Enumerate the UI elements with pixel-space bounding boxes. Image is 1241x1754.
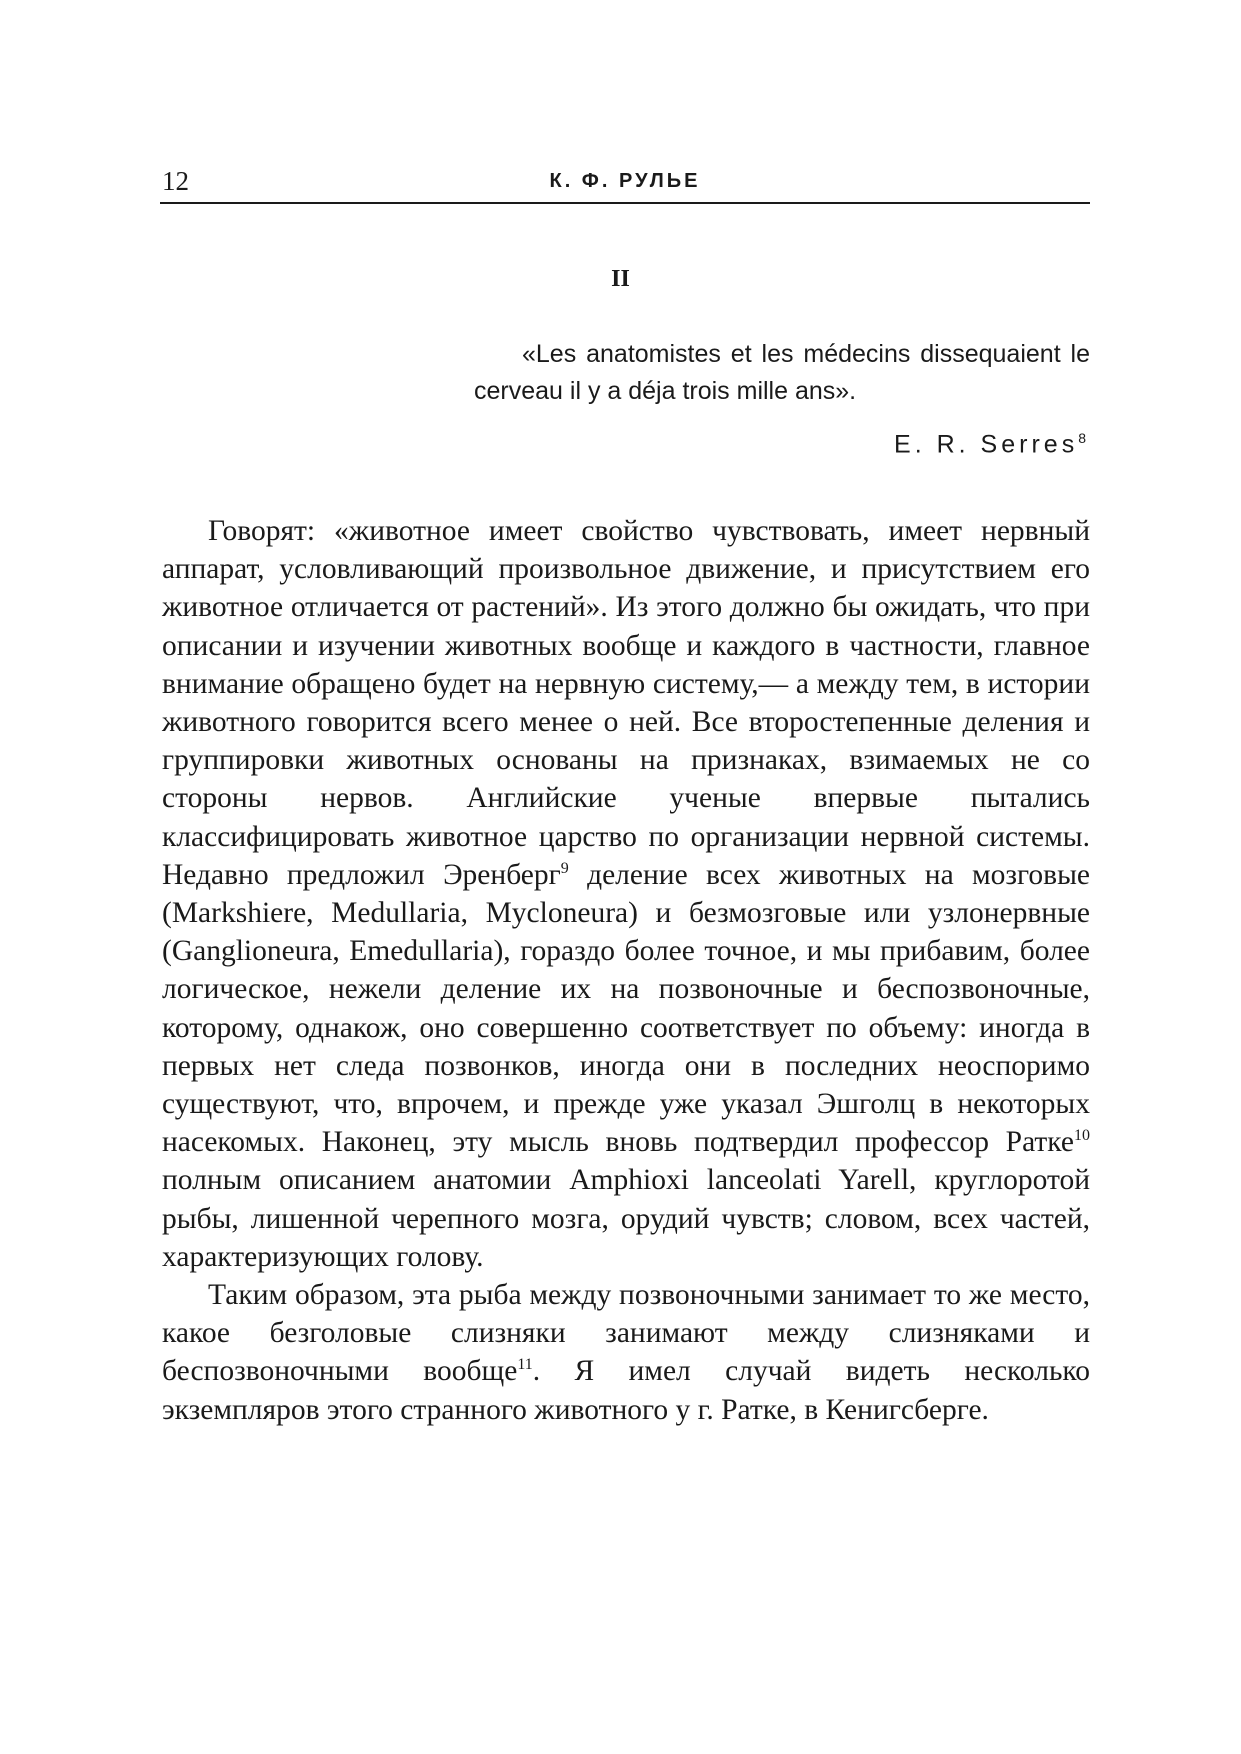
section-numeral: II (611, 266, 630, 292)
epigraph-quote: «Les anatomistes et les médecins dissequaient le cerveau il y a déja trois mille ans». (474, 340, 1090, 405)
paragraph-1-part-3: полным описанием анатомии Amphioxi lanceolati Yarell, круглоротой рыбы, лишенной черепного мозга, орудий чувств; словом, всех частей, характеризующих голову. (162, 1164, 1090, 1273)
footnote-ref: 9 (560, 860, 569, 877)
running-head (160, 160, 1090, 204)
page-number: 12 (162, 166, 189, 196)
epigraph-attribution (894, 430, 1086, 459)
body-text (162, 512, 1090, 1429)
running-title: К. Ф. РУЛЬЕ (549, 170, 701, 192)
epigraph-author: E. R. Serres (894, 430, 1079, 459)
header-rule (160, 202, 1090, 204)
footnote-ref: 8 (1078, 430, 1086, 446)
paragraph-1 (162, 512, 1090, 1276)
paragraph-1-part-1: Говорят: «животное имеет свойство чувствовать, имеет нервный аппарат, условливающий произвольное движение, и присутствием его животное отличается от растений». Из этого должно бы ожидать, что при описании и изучении животных вообще и каждого в частности, главное внимание обращено будет на нервную систему,— а между тем, в истории животного говорится всего менее о ней. Все второстепенные деления и группировки животных основаны на признаках, взимаемых не со стороны нервов. Английские ученые впервые пытались классифицировать животное царство по организации нервной системы. Недавно предложил Эренберг (162, 515, 1090, 891)
paragraph-1-part-2: деление всех животных на мозговые (Markshiere, Medullaria, Mycloneura) и безмозговые или узлонервные (Ganglioneura, Emedullaria), гораздо более точное, и мы прибавим, более логическое, нежели деление их на позвоночные и беспозвоночные, которому, однакож, оно совершенно соответствует по объему: иногда в первых нет следа позвонков, иногда они в последних неоспоримо существуют, что, впрочем, и прежде уже указал Эшголц в некоторых насекомых. Наконец, эту мысль вновь подтвердил профессор Ратке (162, 858, 1091, 1159)
footnote-ref: 11 (517, 1356, 533, 1374)
paragraph-2 (162, 1276, 1090, 1429)
footnote-ref: 10 (1074, 1127, 1090, 1145)
paragraph-2-part-2: . Я имел случай видеть несколько экземпляров этого странного животного у г. Ратке, в Кенигсберге. (162, 1355, 1090, 1426)
paragraph-2-part-1: Таким образом, эта рыба между позвоночными занимает то же место, какое безголовые слизняки занимают между слизняками и беспозвоночными вообще (162, 1279, 1090, 1388)
